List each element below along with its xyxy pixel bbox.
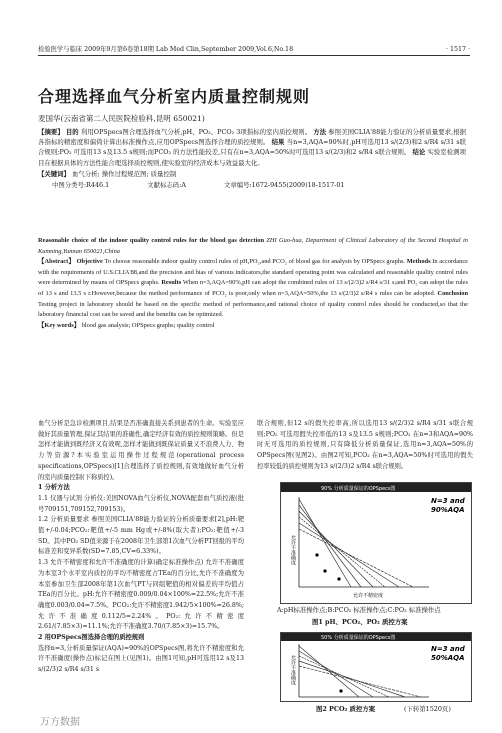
objective-label: 目的 (65, 128, 79, 136)
figure-1-y-label: 允许不准确度 (290, 535, 296, 565)
figure-2-caption: 图2 PCO₂ 质控方案 (316, 705, 376, 713)
figure-2-y-label: 允许不准确度 (290, 655, 296, 685)
abstract-label: 【摘要】 (38, 128, 64, 136)
chinese-abstract (38, 127, 466, 190)
keywords-text: 血气分析; 操作过程规范图; 质量控制 (72, 169, 177, 178)
figure-2-rule-lines (299, 646, 421, 697)
author-line: 麦国华(云南省第二人民医院检验科,昆明 650021) (38, 114, 205, 123)
header-left: 检验医学与临床 2009年9月第6卷第18期 Lab Med Clin,September 2009,Vol.6,No.18 (38, 46, 294, 53)
classification-code: 中图分类号:R446.1 (52, 181, 110, 190)
page-number: · 1517 · (445, 46, 470, 53)
english-methods: In accordance with the requirements of U.S.CLIA'88,and the precision and bias of various indicators,the standard operating point was calculated and reasonable quality control rules were determined by means of OPSpecs graphs. (38, 258, 469, 287)
english-conclusion: Testing project in laboratory should be based on the specific method of performance,and rational choice of quality control rules should be conducted,so that the laboratory financial cost can be saved and the benefits can be optimized. (38, 300, 468, 319)
english-keywords-label: 【Key words】 (38, 321, 81, 329)
method-label: 方法 (313, 128, 327, 136)
figure-2-axes (299, 644, 429, 697)
figure-2-n-label: N=3 and (431, 645, 465, 653)
english-objective: To choose reasonable indoor quality control rules of pH,PO₂,and PCO₂ of blood gas for analysis by OPSpecs graphs. (104, 258, 406, 266)
english-conclusion-label: Conclusion (437, 289, 468, 297)
english-results-label: Results (161, 279, 182, 287)
figure-1-aqa-label: 90%AQA (431, 506, 465, 514)
english-methods-label: Methods (406, 258, 431, 266)
article-title: 合理选择血气分析室内质量控制规则 (38, 87, 311, 106)
figure-2-opspecs-chart (280, 632, 472, 702)
english-affiliation: Department of Clinical Laboratory of the Second Hospital in Kunming,Yunnan 650021,China (38, 237, 468, 255)
figure-1-operating-points (315, 553, 340, 580)
article-number: 文章编号:1672-9455(2009)18-1517-01 (223, 181, 345, 190)
keywords-label: 【关键词】 (38, 169, 70, 178)
doc-code: 文献标志码:A (147, 181, 186, 190)
figure-1-x-label: 允许不精密度 (353, 593, 384, 599)
figure-1-caption: 图1 pH、PCO₂、PO₂ 质控方案 (312, 618, 408, 626)
body-left-column (38, 419, 244, 676)
body-right-column (257, 419, 473, 473)
continued-note: (下转第1520页) (404, 705, 451, 713)
english-abstract (38, 236, 468, 331)
intro-paragraph: 血气分析是急诊检测项目,结果是否准确直接关系到患者的生命。实验室应做好其质量管理,保证其结果的准确性,确定经济有效的质控规则策略。但是怎样才能做到既经济又有效呢,怎样才能做到既保证质量又不浪费人力、物力等资源?本实验室运用操作过程规范(operational process specifications,OPSpecs)[1]合理选择了质控规则,有效地做好血气分析的室内质量控制(下称质控)。 (38, 420, 244, 481)
figure-2-operating-point (339, 689, 342, 692)
section-1-3: 1.3 允许不精密度和允许不准确度的计算(确定标准操作点) 允许不准确度为本室3个水平室内质控的平均不精密度占TEa的百分比,允许不准确度为本室参加卫生部2008年第1次血气PT与同组靶值的相对偏差的平均值占TEa的百分比。pH:允许不精密度0.009/0.04×100%=22.5%;允许不准确度0.003/0.04=7.5%。PCO₂:允许不精密度1.942/5×100%=26.8%;允许不准确度0.112/5=2.24%。PO₂:允许不精密度2.61/(7.85×3)=11.1%;允许不准确度3.70/(7.85×3)=15.7%。 (38, 559, 244, 631)
figure-1-opspecs-chart (280, 482, 472, 604)
section-2-heading: 2 用OPSpecs图选择合理的质控规则 (38, 634, 145, 642)
figure-1-graphic (281, 483, 471, 603)
english-results: When n=3,AQA=90%,pH can adopt the combined rules of 13 s/(2/3)2 s/R4 s/31 s;and PO₂ can adopt the rules of 13 s and 13.5 s r.However,because the method performance of PCO₂ is poor,only when n=3,AQA=50%,the 13 s/(2/3)2 s/R4 s rules can be adopted. (38, 279, 468, 297)
section-2-text: 选择n=3,分析质量保证(AQA)=90%的OPSpecs图,将允许不精密度和允许不准确度(操作点)标记在图上(见图1)。由图1可知,pH可选用12 s及13 s/(2/3)2 s/R4 s/31 s (38, 644, 244, 674)
right-column-text: 联合规则,但12 s的假失控率高,所以选用13 s/(2/3)2 s/R4 s/31 s联合规则;PO₂ 可选用假失控率低的13 s及13.5 s规则;PCO₂ 在n=3和AQA=90%时无可选用的质控规则,只有降低分析质量保证,选用n=3,AQA=50%的OPSpecs图(见图2)。由图2可知,PCO₂ 在n=3,AQA=50%时可选用的假失控率较低的质控规则为13 s/(2/3)2 s/R4 s联合规则。 (257, 420, 473, 470)
figure-1-rule-lines (299, 499, 413, 587)
english-objective-label: Objective (76, 258, 103, 266)
english-authors: ZHI Guo-hua, (266, 237, 304, 244)
english-abstract-label: 【Abstract】 (38, 258, 75, 266)
section-1-1: 1.1 仪器与试剂 分析仪:美国NOVA血气分析仪,NOVA配套血气质控液(批号709151,709152,709153)。 (38, 494, 244, 513)
result-label: 结果 (271, 138, 285, 147)
english-keywords: blood gas analysis; OPSpecs graphs; quality control (81, 321, 215, 329)
figure-1-axes (299, 497, 429, 587)
section-1-heading: 1 分析方法 (38, 484, 70, 492)
method-text: 参照美国CLIA'88能力验证的分析质量要求,根据各指标的精密度和偏倚计算出标准操作点,应用OPSpecs图选择合理的质控规则。 (38, 128, 466, 147)
english-title: Reasonable choice of the indoor quality control rules for the blood gas detection (38, 237, 265, 244)
figure-1-n-label: N=3 and (431, 497, 465, 505)
running-header (38, 41, 470, 56)
figure-2-aqa-label: 50%AQA (431, 654, 465, 662)
result-text: 当n=3,AQA=90%时,pH可选用13 s/(2/3)和2 s/R4 s/31 s联合规则;PO₂ 可选用13 s及13.5 s规则;而PCO₂ 的方法性能较差,只有在n=3,AQA=50%时可选用13 s/(2/3)和2 s/R4 s联合规则。 (38, 138, 466, 157)
figure-2-graphic (281, 633, 471, 701)
section-1-2: 1.2 分析质量要求 参照美国CLIA'88能力验证的分析质量要求[2],pH:靶值+/-0.04;PCO₂:靶值+/-5 mm Hg或+/-8%(取大者);PO₂:靶值+/-3 SD。其中PO₂ SD值来源于在2008年卫生部第1次血气分析PT回报的平均标准差和变异系数(SD=7.85,CV=6.33%)。 (38, 516, 244, 556)
figure-1-caption-note: A:pH标准操作点;B:PCO₂ 标准操作点;C:PO₂ 标准操作点 (277, 606, 441, 614)
watermark-text: 万方数据 (40, 717, 80, 728)
objective-text: 利用OPSpecs图合理选择血气分析,pH、PO₂、PCO₂ 3项指标的室内质控规则。 (80, 128, 312, 136)
figure-1-header: 90% 分析质量保证的OPSpecs图 (321, 485, 396, 492)
conclusion-text: 实验室检测项目在根据具体的方法性能合理选择质控规则,使实验室的经济成本与效益最大化。 (38, 148, 466, 167)
conclusion-label: 结论 (412, 148, 426, 157)
classification-row (38, 180, 466, 190)
figure-2-header: 50% 分析质量保证的OPSpecs图 (321, 635, 396, 641)
keywords-row (38, 169, 466, 179)
